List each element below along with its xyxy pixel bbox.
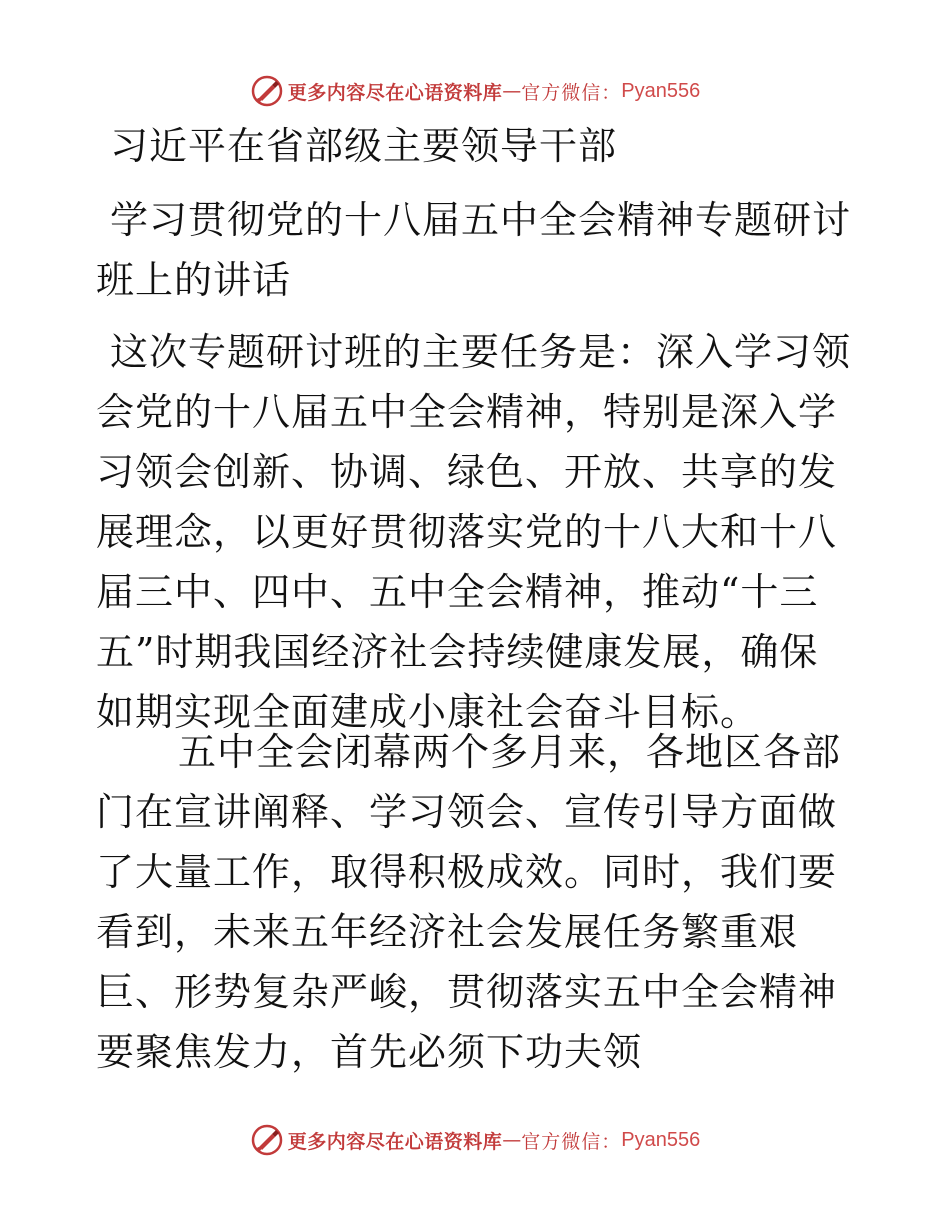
pen-logo-icon	[250, 74, 284, 108]
document-title-line2	[96, 190, 856, 310]
watermark-wechat-id: Pyan556	[621, 79, 701, 102]
pen-logo-icon	[250, 1123, 284, 1157]
paragraph-1-text: 这次专题研讨班的主要任务是：深入学习领会党的十八届五中全会精神，特别是深入学习领会创新、协调、绿色、开放、共享的发展理念，以更好贯彻落实党的十八大和十八届三中、四中、五中全会精神，推动“十三五”时期我国经济社会持续健康发展，确保如期实现全面建成小康社会奋斗目标。	[96, 330, 852, 734]
watermark-text: 更多内容尽在心语资料库	[287, 81, 503, 104]
title-line1-text: 习近平在省部级主要领导干部	[110, 124, 618, 168]
watermark-header	[0, 74, 950, 108]
title-line2-text: 学习贯彻党的十八届五中全会精神专题研讨班上的讲话	[96, 198, 852, 302]
watermark-wechat-label: 官方微信：	[521, 81, 622, 104]
watermark-text: 更多内容尽在心语资料库	[287, 1130, 503, 1153]
paragraph-2-text: 五中全会闭幕两个多月来，各地区各部门在宣讲阐释、学习领会、宣传引导方面做了大量工作，取得积极成效。同时，我们要看到，未来五年经济社会发展任务繁重艰巨、形势复杂严峻，贯彻落实五中全会精神要聚焦发力，首先必须下功夫领	[96, 730, 842, 1074]
watermark-dash: —	[502, 80, 522, 102]
watermark-dash: —	[502, 1129, 522, 1151]
paragraph-1	[96, 322, 856, 742]
watermark-wechat-label: 官方微信：	[521, 1130, 622, 1153]
watermark-wechat-id: Pyan556	[621, 1128, 701, 1151]
paragraph-2	[96, 722, 856, 1082]
watermark-footer	[0, 1123, 950, 1157]
document-title-line1	[96, 116, 856, 176]
